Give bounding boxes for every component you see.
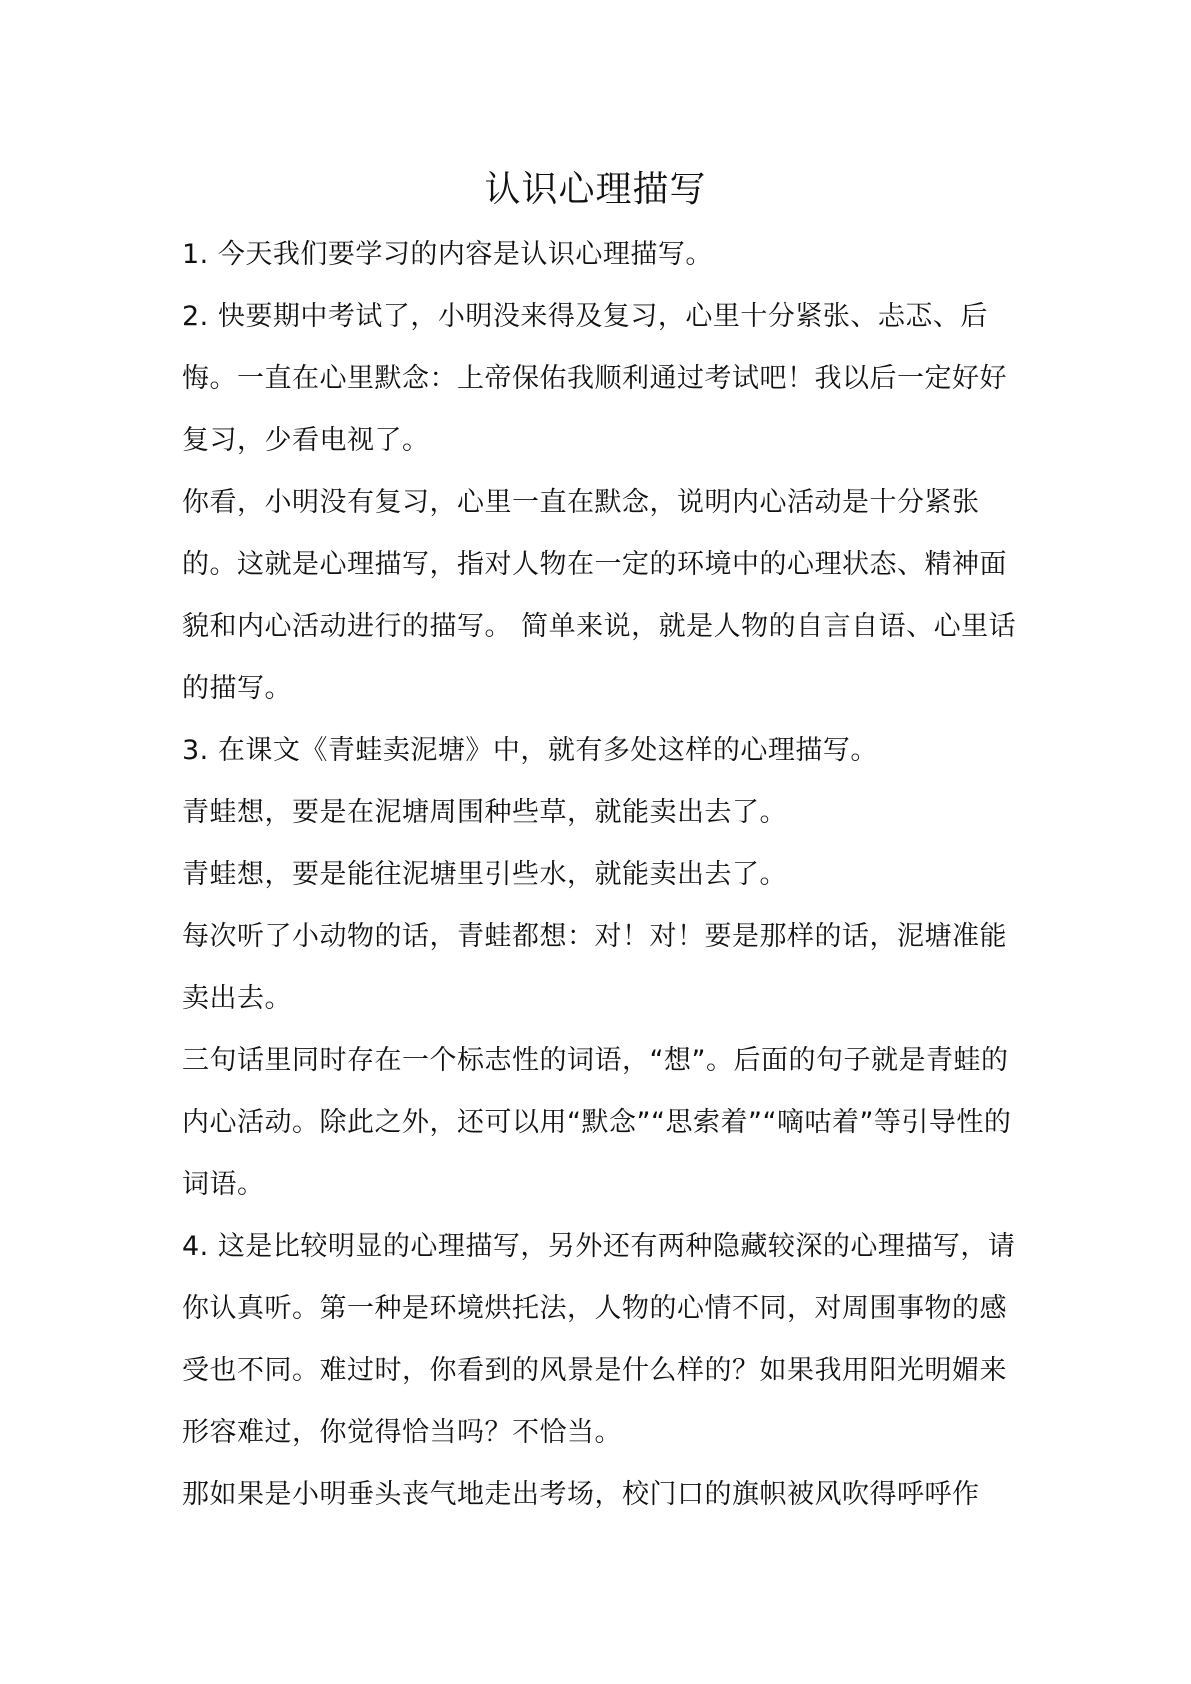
paragraph-1: 1. 今天我们要学习的内容是认识心理描写。 (182, 239, 713, 270)
paragraph-7: 每次听了小动物的话，青蛙都想：对！对！要是那样的话，泥塘准能卖出去。 (182, 921, 1007, 1014)
paragraph-10: 那如果是小明垂头丧气地走出考场，校门口的旗帜被风吹得呼呼作 (182, 1479, 980, 1510)
paragraph-9: 4. 这是比较明显的心理描写，另外还有两种隐藏较深的心理描写，请你认真听。第一种是环境烘托法，人物的心情不同，对周围事物的感受也不同。难过时，你看到的风景是什么样的？如果我用阳光明媚来形容难过，你觉得恰当吗？不恰当。 (182, 1231, 1016, 1448)
paragraph-5: 青蛙想，要是在泥塘周围种些草，就能卖出去了。 (182, 797, 787, 828)
paragraph-8: 三句话里同时存在一个标志性的词语，“想”。后面的句子就是青蛙的内心活动。除此之外，还可以用“默念”“思索着”“嘀咕着”等引导性的词语。 (182, 1045, 1012, 1200)
paragraph-3: 你看，小明没有复习，心里一直在默念，说明内心活动是十分紧张的。这就是心理描写，指对人物在一定的环境中的心理状态、精神面貌和内心活动进行的描写。 简单来说，就是人物的自言自语、心里话的描写。 (182, 487, 1017, 704)
paragraph-2: 2. 快要期中考试了，小明没来得及复习，心里十分紧张、忐忑、后悔。一直在心里默念：上帝保佑我顺利通过考试吧！我以后一定好好复习，少看电视了。 (182, 301, 1007, 456)
document-title: 认识心理描写 (484, 169, 707, 210)
document-body (182, 224, 1022, 1526)
paragraph-6: 青蛙想，要是能往泥塘里引些水，就能卖出去了。 (182, 859, 787, 890)
paragraph-4: 3. 在课文《青蛙卖泥塘》中，就有多处这样的心理描写。 (182, 735, 878, 766)
